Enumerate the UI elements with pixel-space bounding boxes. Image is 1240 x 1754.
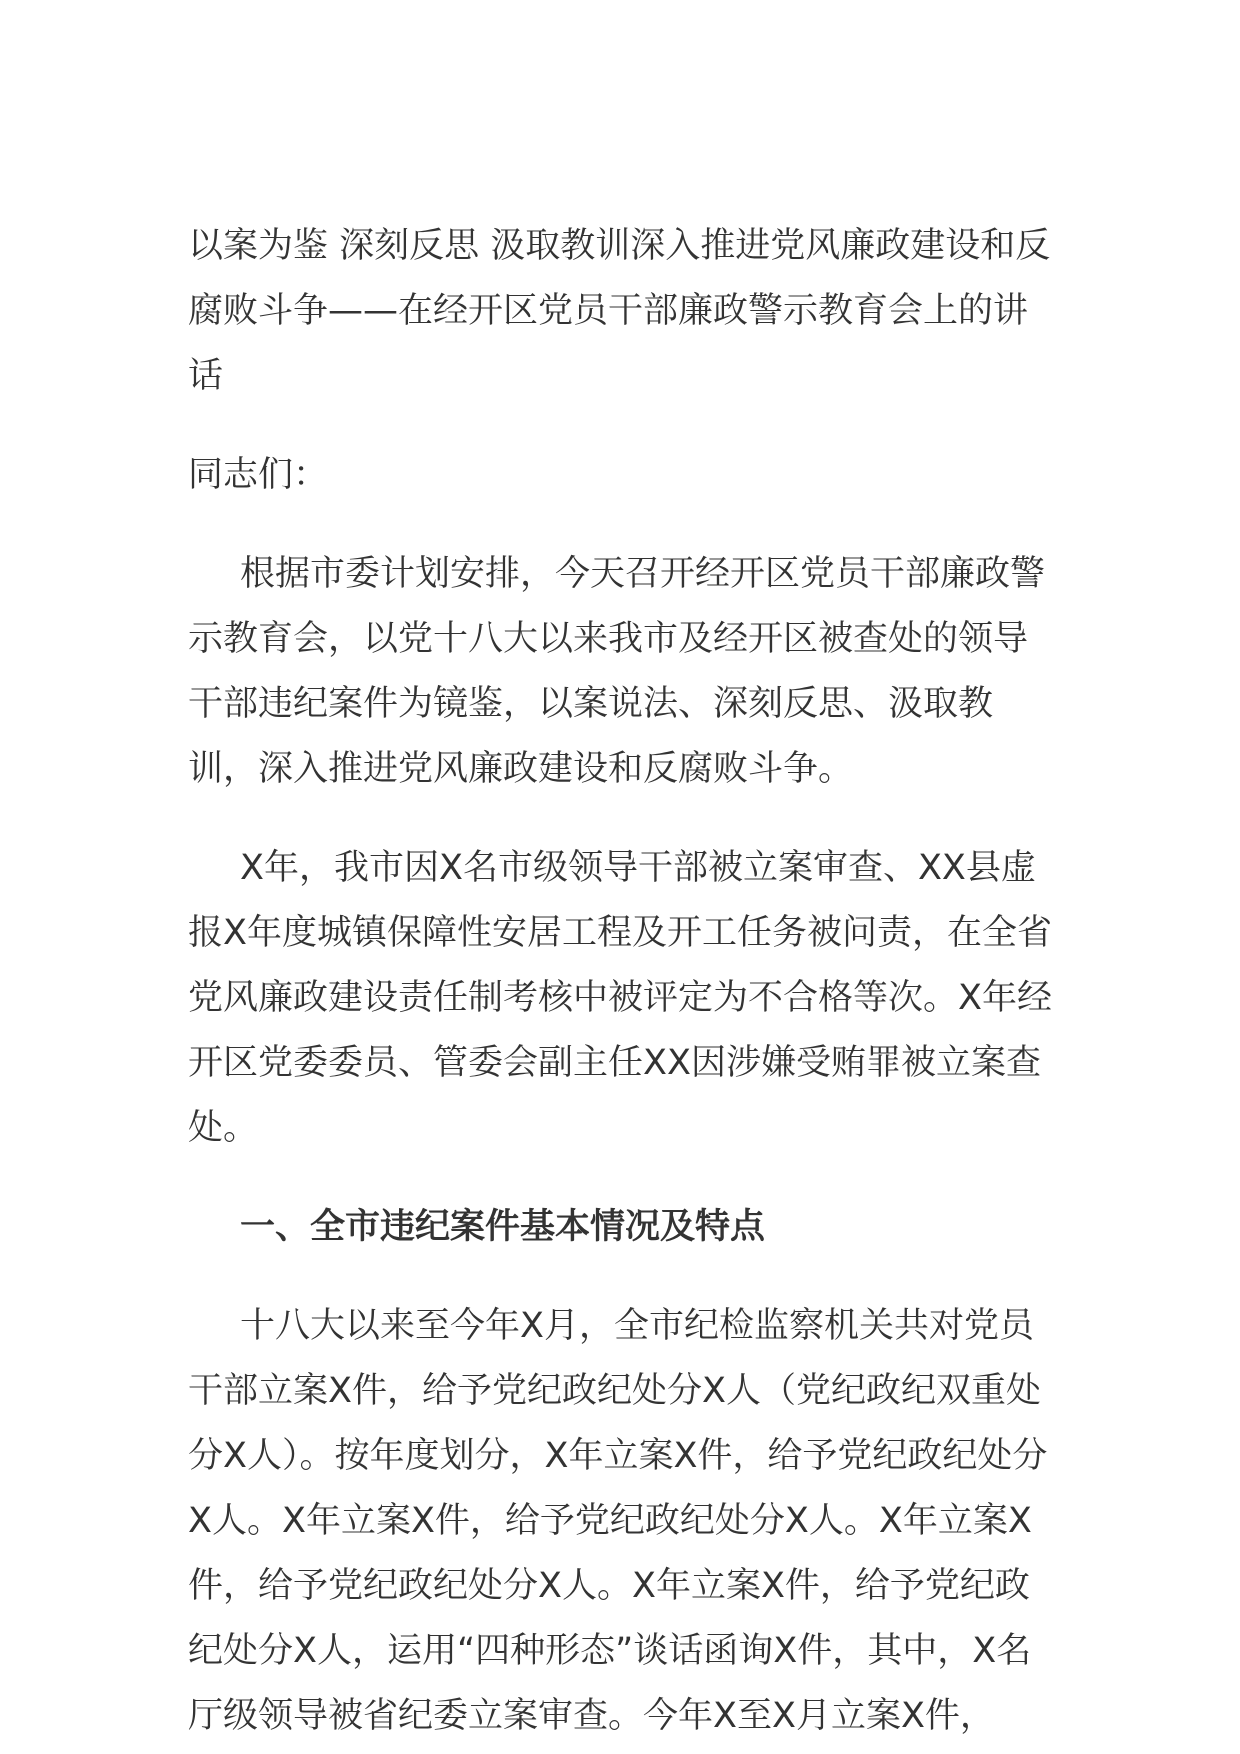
greeting: 同志们： bbox=[188, 455, 329, 495]
paragraph: 十八大以来至今年X月，全市纪检监察机关共对党员干部立案X件，给予党纪政纪处分X人（党纪政纪双重处分X人）。按年度划分，X年立案X件，给予党纪政纪处分X人。X年立案X件，给予党纪政纪处分X人。X年立案X件，给予党纪政纪处分X人。X年立案X件，给予党纪政纪处分X人，运用“四种形态”谈话函询X件，其中，X名厅级领导被省纪委立案审查。今年X至X月立案X件， bbox=[188, 1306, 1048, 1736]
section-heading: 一、全市违纪案件基本情况及特点 bbox=[240, 1207, 766, 1247]
paragraph: 根据市委计划安排，今天召开经开区党员干部廉政警示教育会，以党十八大以来我市及经开区被查处的领导干部违纪案件为镜鉴，以案说法、深刻反思、汲取教训，深入推进党风廉政建设和反腐败斗争。 bbox=[188, 554, 1046, 789]
paragraph: X年，我市因X名市级领导干部被立案审查、XX县虚报X年度城镇保障性安居工程及开工任务被问责，在全省党风廉政建设责任制考核中被评定为不合格等次。X年经开区党委委员、管委会副主任XX因涉嫌受贿罪被立案查处。 bbox=[188, 848, 1052, 1148]
document-title: 以案为鉴 深刻反思 汲取教训深入推进党风廉政建设和反腐败斗争——在经开区党员干部廉政警示教育会上的讲话 bbox=[188, 226, 1051, 396]
document-page bbox=[188, 214, 1056, 1749]
